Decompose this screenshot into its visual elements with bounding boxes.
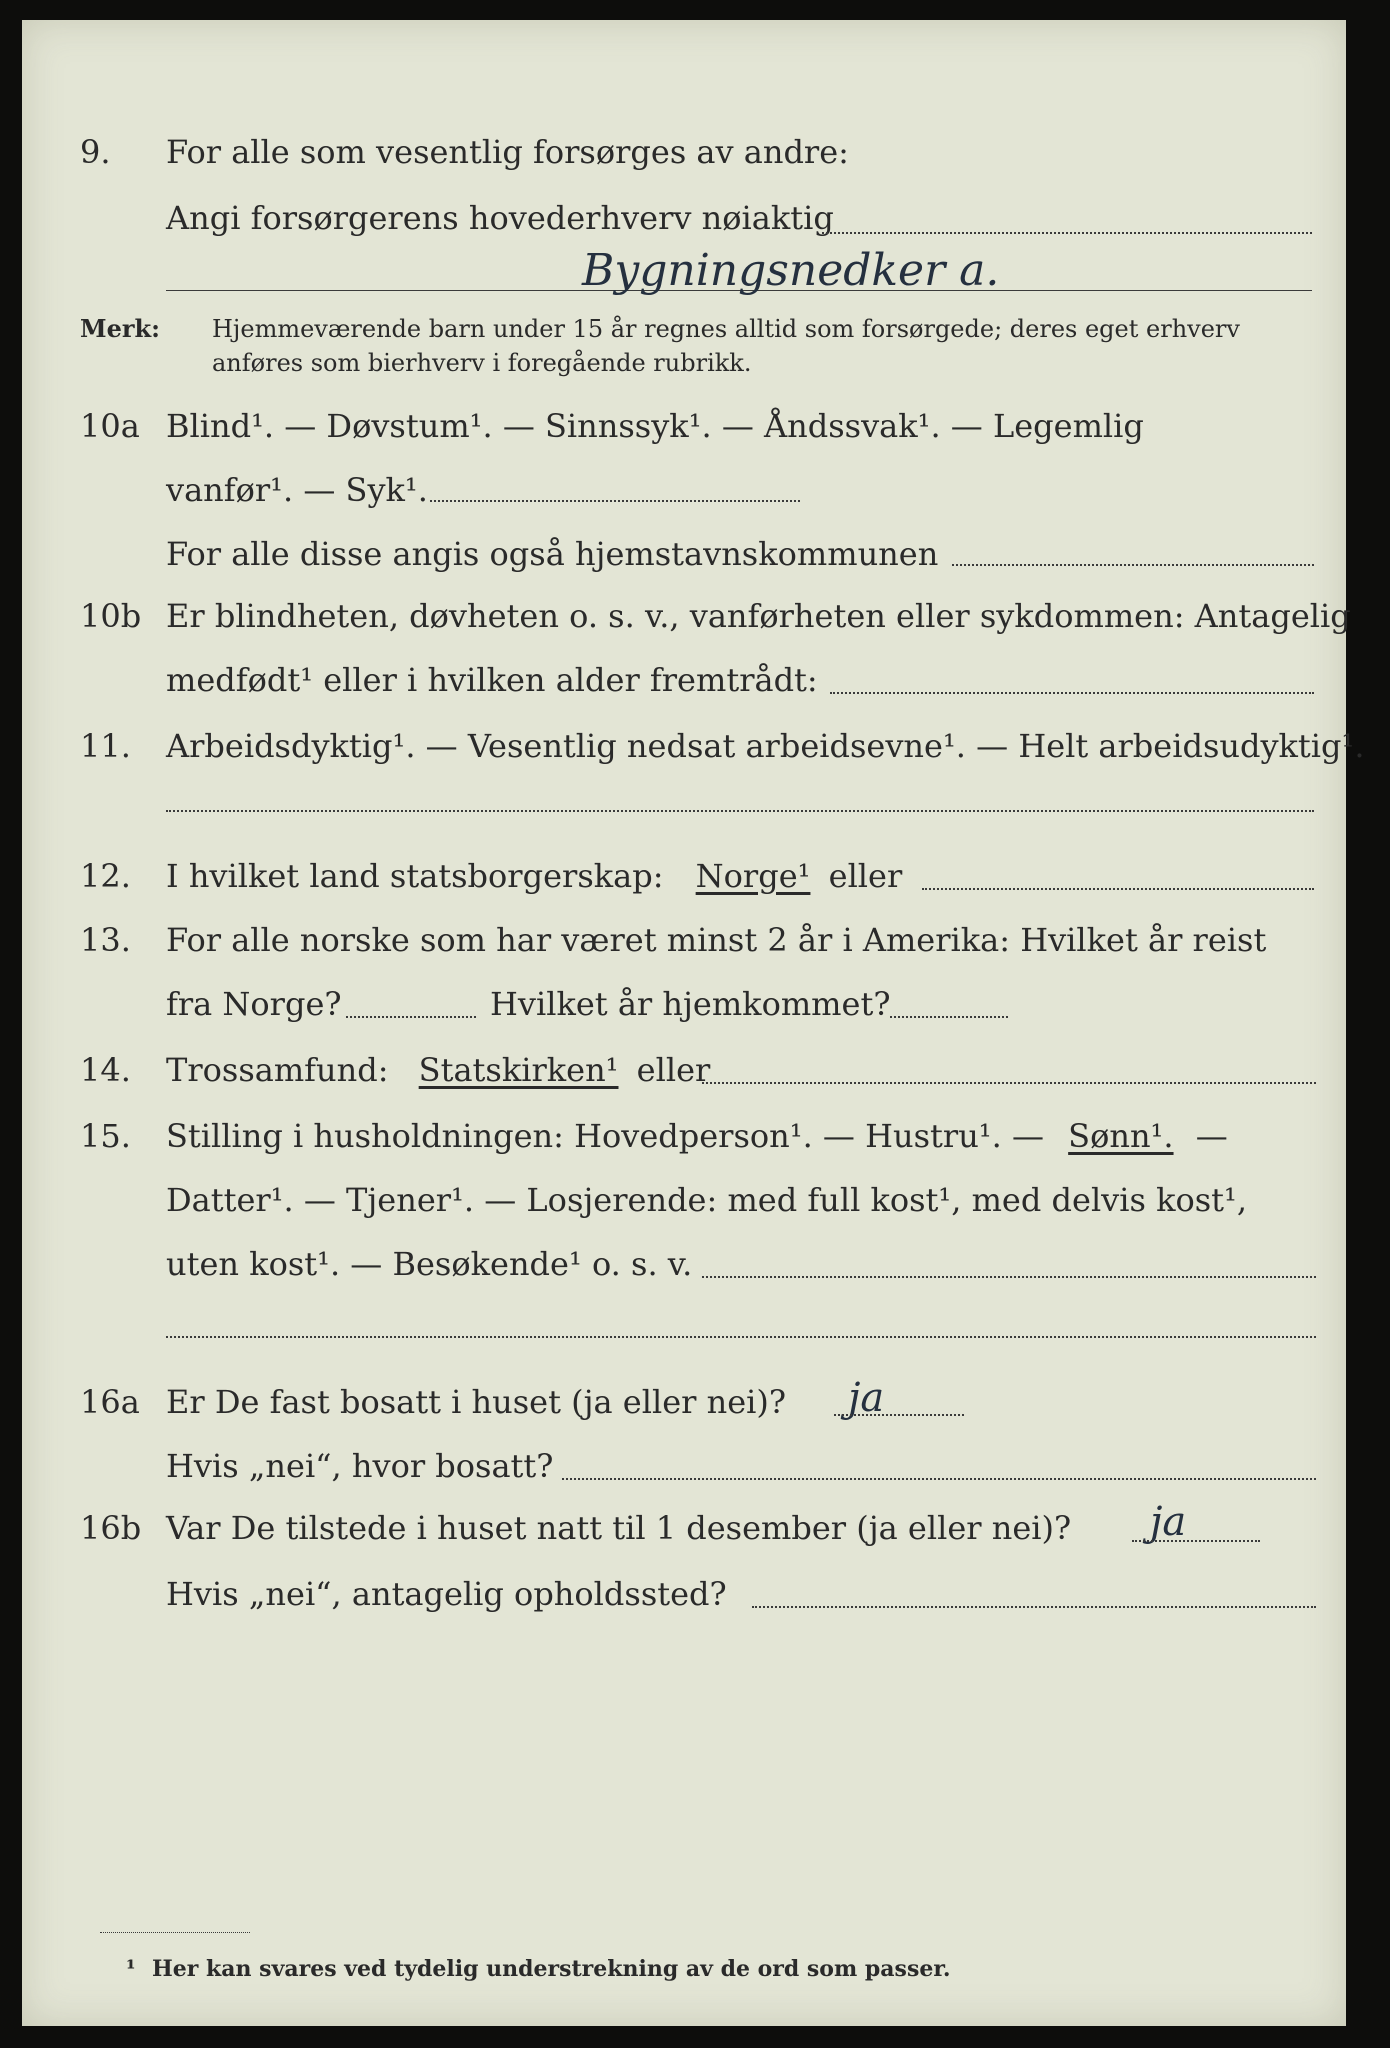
q15-number: 15. (80, 1117, 131, 1155)
q13-line-2b: Hvilket år hjemkommet? (490, 985, 891, 1023)
footnote-text: Her kan svares ved tydelig understrekning av de ord som passer. (152, 1956, 951, 1982)
q16b-line-2: Hvis „nei“, antagelig opholdssted? (166, 1575, 727, 1613)
q10b-dotted-line (830, 692, 1314, 694)
footnote-mark: ¹ (126, 1956, 136, 1982)
q12-text: I hvilket land statsborgerskap: (166, 857, 664, 895)
q16b-number: 16b (80, 1509, 142, 1547)
q12-dotted-line (922, 888, 1314, 890)
q12-number: 12. (80, 857, 131, 895)
q11-line-1: Arbeidsdyktig¹. — Vesentlig nedsat arbeidsevne¹. — Helt arbeidsudyktig¹. (166, 727, 1365, 765)
census-form-page (22, 20, 1365, 2026)
q13-dotted-line-2 (890, 1016, 1008, 1018)
footnote-separator (100, 1932, 250, 1933)
q16a-answer: ja (848, 1375, 885, 1421)
q10a-dotted-line-2 (952, 564, 1314, 566)
q14-eller: eller (636, 1051, 711, 1089)
merk-line-1: Hjemmeværende barn under 15 år regnes alltid som forsørgede; deres eget erhverv (212, 315, 1240, 343)
q10b-number: 10b (80, 597, 142, 635)
q15-line-3: uten kost¹. — Besøkende¹ o. s. v. (166, 1245, 693, 1283)
merk-label: Merk: (80, 314, 160, 343)
q10a-line-1: Blind¹. — Døvstum¹. — Sinnssyk¹. — Åndssvak¹. — Legemlig (166, 407, 1144, 445)
q14-text: Trossamfund: (166, 1051, 389, 1089)
q16a-dotted-line-2 (562, 1478, 1316, 1480)
q16b-dotted-line-1 (1132, 1540, 1260, 1542)
q16a-number: 16a (80, 1383, 140, 1421)
q13-dotted-line-1 (346, 1016, 476, 1018)
q16b-line-1: Var De tilstede i huset natt til 1 desember (ja eller nei)? (166, 1509, 1072, 1547)
q12-norge-underlined: Norge¹ (695, 857, 811, 895)
q10a-number: 10a (80, 407, 140, 445)
q14-number: 14. (80, 1051, 131, 1089)
q14-statskirken-underlined: Statskirken¹ (418, 1051, 619, 1089)
q16a-line-1: Er De fast bosatt i huset (ja eller nei)? (166, 1383, 787, 1421)
q11-dotted-line (166, 810, 1314, 812)
q15-line-1b: — (1195, 1117, 1228, 1155)
q15-line-2: Datter¹. — Tjener¹. — Losjerende: med full kost¹, med delvis kost¹, (166, 1181, 1248, 1219)
q13-line-2a: fra Norge? (166, 985, 342, 1023)
q13-line-1: For alle norske som har været minst 2 år i Amerika: Hvilket år reist (166, 921, 1267, 959)
q10a-line-2: vanfør¹. — Syk¹. (166, 471, 428, 509)
q13-number: 13. (80, 921, 131, 959)
q15-sonn-underlined: Sønn¹. (1068, 1117, 1174, 1155)
q9-line-2: Angi forsørgerens hovederhverv nøiaktig (166, 199, 834, 237)
q9-dotted-line (822, 232, 1312, 234)
q12-eller: eller (828, 857, 903, 895)
merk-line-2: anføres som bierhverv i foregående rubrikk. (212, 349, 752, 377)
q15-line-1a: Stilling i husholdningen: Hovedperson¹. — Hustru¹. — (166, 1117, 1044, 1155)
q9-number: 9. (80, 133, 111, 171)
q9-line-1: For alle som vesentlig forsørges av andre: (166, 133, 849, 171)
q16b-answer: ja (1150, 1499, 1187, 1545)
q10a-dotted-line-1 (430, 500, 800, 502)
q10a-line-3: For alle disse angis også hjemstavnskommunen (166, 535, 939, 573)
q11-number: 11. (80, 727, 131, 765)
q9-answer: Bygningsnedker a. (582, 245, 1000, 296)
q15-dotted-line-2 (166, 1336, 1316, 1338)
q16a-line-2: Hvis „nei“, hvor bosatt? (166, 1447, 554, 1485)
q10b-line-2: medfødt¹ eller i hvilken alder fremtrådt: (166, 661, 818, 699)
q14-dotted-line (702, 1082, 1316, 1084)
q16b-dotted-line-2 (752, 1606, 1316, 1608)
q10b-line-1: Er blindheten, døvheten o. s. v., vanførheten eller sykdommen: Antagelig (166, 597, 1351, 635)
q16a-dotted-line-1 (834, 1414, 964, 1416)
q15-dotted-line-1 (702, 1276, 1316, 1278)
